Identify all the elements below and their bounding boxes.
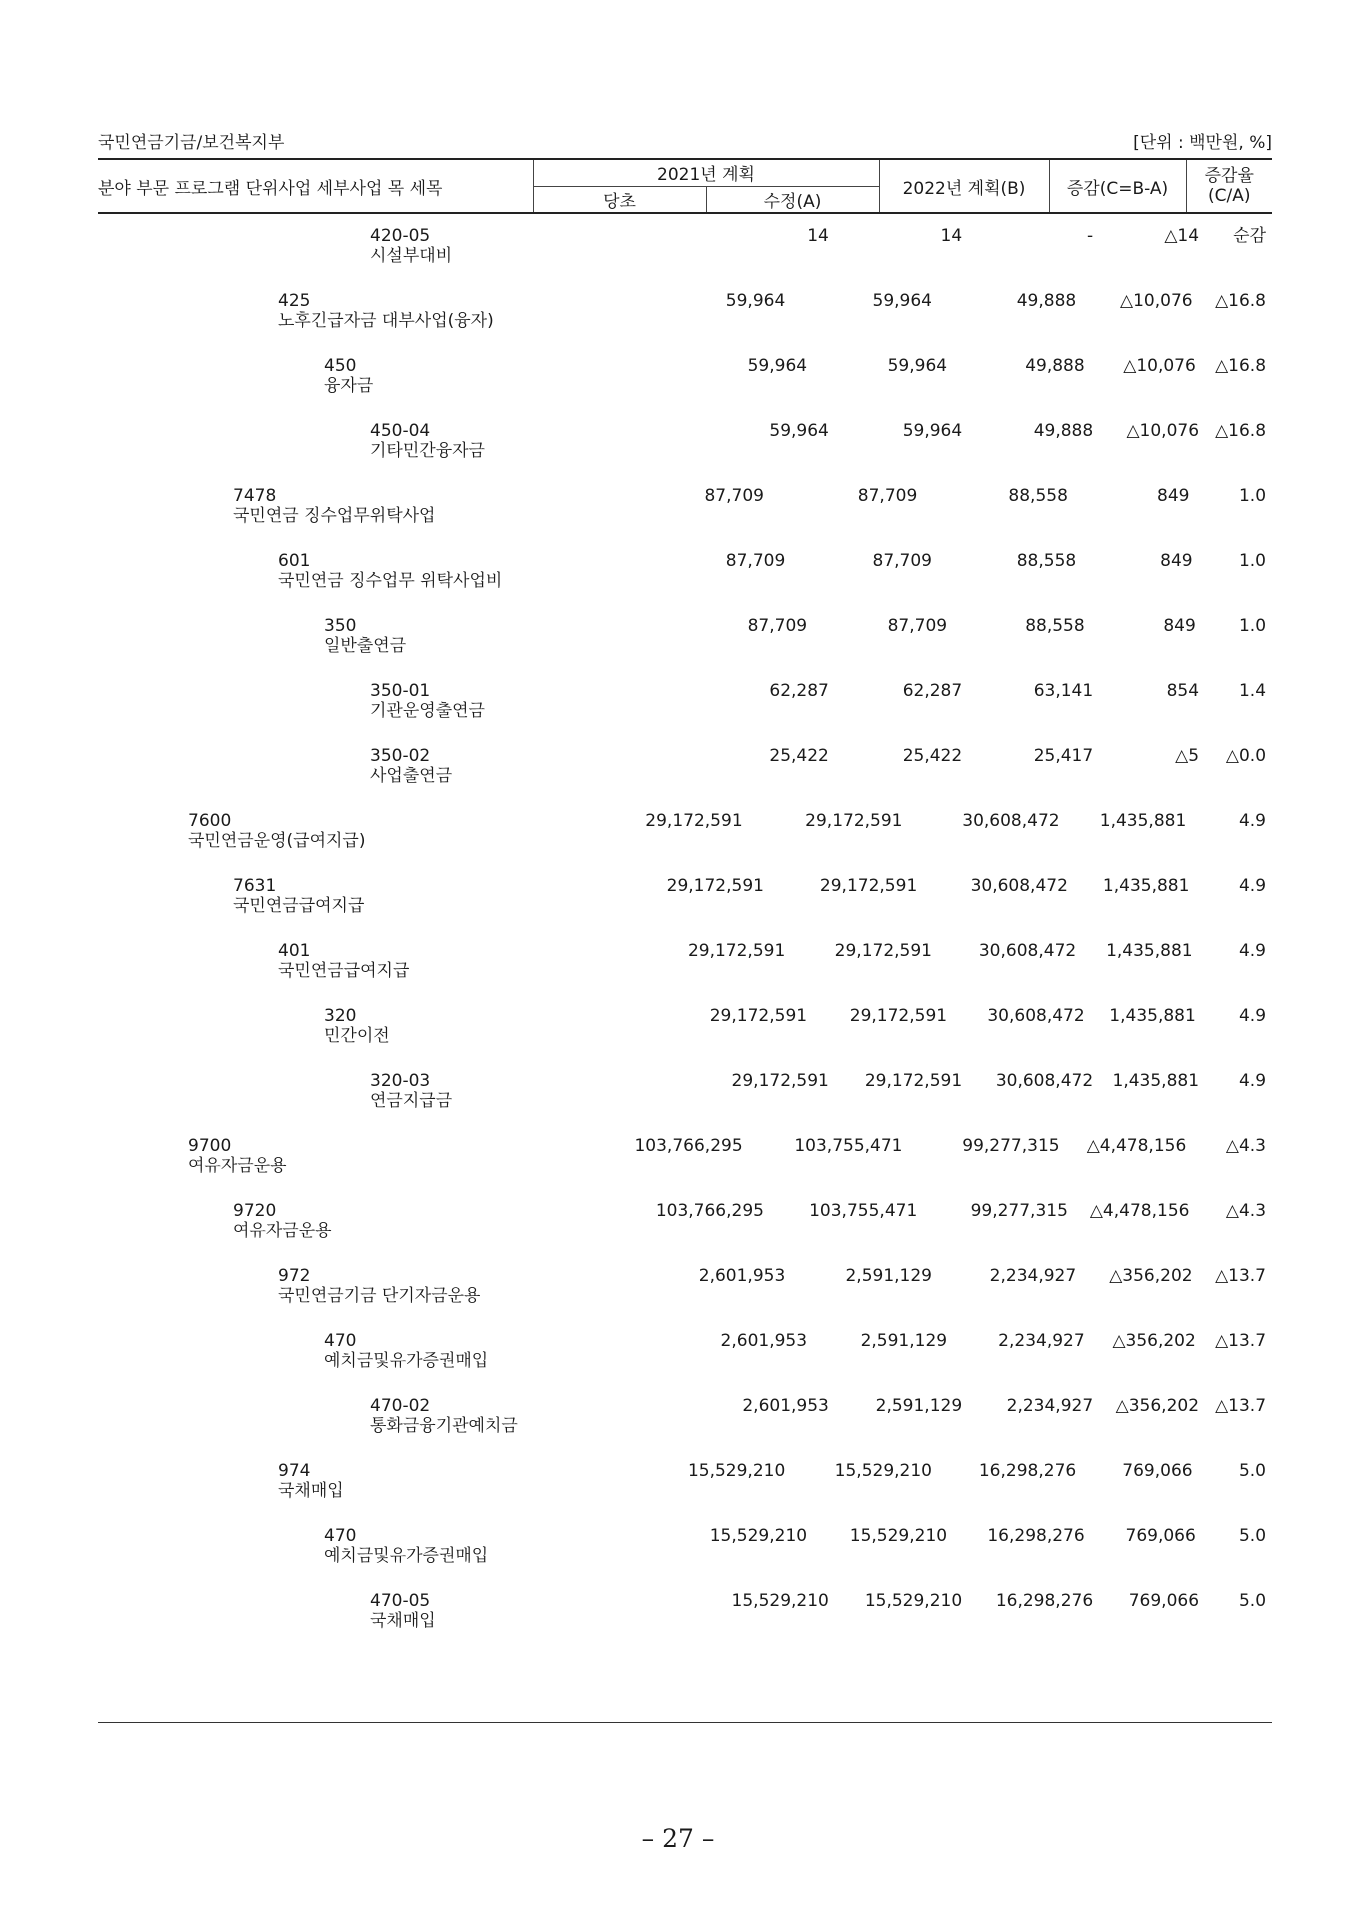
header-revised: 수정(A): [706, 186, 879, 213]
row-revised: 87,709: [857, 486, 918, 506]
row-plan-2022: 2,234,927: [1006, 1396, 1094, 1416]
row-item-cell: [98, 669, 702, 734]
row-diff: △14: [1164, 226, 1200, 246]
row-original: 29,172,591: [666, 876, 764, 896]
row-plan-2022: 99,277,315: [962, 1136, 1060, 1156]
row-rate: △13.7: [1215, 1266, 1266, 1286]
row-plan-2022: 2,234,927: [998, 1331, 1085, 1351]
row-rate: 4.9: [1238, 876, 1267, 896]
row-original: 87,709: [704, 486, 764, 506]
row-original: 2,601,953: [742, 1396, 829, 1416]
row-plan-2022: 30,608,472: [978, 941, 1077, 961]
header-rate-line1: 증감율: [1204, 166, 1254, 186]
row-rate: △16.8: [1215, 421, 1267, 441]
row-plan-2022: 49,888: [1033, 421, 1094, 441]
row-revised: 15,529,210: [864, 1591, 963, 1611]
row-code: 7600: [188, 811, 232, 831]
row-name: 국민연금기금 단기자금운용: [278, 1286, 481, 1306]
row-rate: 4.9: [1238, 811, 1266, 831]
row-code: 320: [324, 1006, 357, 1026]
row-name: 여유자금운용: [233, 1221, 332, 1241]
header-rate-line2: (C/A): [1208, 186, 1251, 206]
row-revised: 2,591,129: [845, 1266, 932, 1286]
row-name: 국민연금 징수업무위탁사업: [233, 506, 436, 526]
row-name: 국민연금급여지급: [278, 961, 410, 981]
row-original: 2,601,953: [698, 1266, 786, 1286]
budget-page: [98, 128, 1272, 1644]
row-original: 87,709: [725, 551, 786, 571]
row-item-cell: [98, 734, 702, 799]
row-diff: △356,202: [1109, 1266, 1193, 1286]
row-diff: 769,066: [1128, 1591, 1200, 1611]
row-item-cell: [98, 929, 645, 994]
row-diff: △356,202: [1112, 1331, 1196, 1351]
table-row: [98, 409, 1272, 474]
row-revised: 29,172,591: [805, 811, 903, 831]
row-diff: 1,435,881: [1109, 1006, 1196, 1026]
row-name: 융자금: [324, 376, 374, 396]
row-name: 국민연금 징수업무 위탁사업비: [278, 571, 503, 591]
row-rate: 4.9: [1238, 941, 1266, 961]
row-plan-2022: 30,608,472: [995, 1071, 1094, 1091]
row-item-cell: [98, 279, 645, 344]
row-diff: 849: [1163, 616, 1196, 636]
row-diff: △10,076: [1126, 421, 1200, 441]
row-plan-2022: 88,558: [1016, 551, 1077, 571]
row-diff: 849: [1160, 551, 1193, 571]
row-name: 민간이전: [324, 1026, 390, 1046]
row-revised: 59,964: [887, 356, 948, 376]
table-row: [98, 604, 1272, 669]
row-diff: △5: [1175, 746, 1200, 766]
row-item-cell: [98, 1189, 617, 1254]
row-rate: 1.0: [1238, 486, 1267, 506]
row-rate: △16.8: [1215, 291, 1266, 311]
row-rate: 4.9: [1238, 1071, 1267, 1091]
row-rate: 1.4: [1238, 681, 1267, 701]
row-original: 15,529,210: [731, 1591, 829, 1611]
row-rate: 순감: [1233, 226, 1267, 246]
header-rate: [1186, 159, 1272, 213]
row-rate: △4.3: [1225, 1136, 1266, 1156]
row-name: 기관운영출연금: [370, 701, 485, 721]
row-item-cell: [98, 1124, 589, 1189]
row-item-cell: [98, 799, 589, 864]
row-original: 103,766,295: [655, 1201, 764, 1221]
row-code: 601: [278, 551, 311, 571]
row-name: 예치금및유가증권매입: [324, 1546, 489, 1566]
row-original: 59,964: [769, 421, 829, 441]
row-plan-2022: 16,298,276: [987, 1526, 1085, 1546]
row-code: 470-02: [370, 1396, 431, 1416]
row-name: 예치금및유가증권매입: [324, 1351, 489, 1371]
row-name: 통화금융기관예치금: [370, 1416, 518, 1436]
table-row: [98, 1319, 1272, 1384]
table-row: [98, 1189, 1272, 1254]
row-revised: 14: [940, 226, 963, 246]
row-name: 시설부대비: [370, 246, 453, 266]
row-original: 25,422: [769, 746, 829, 766]
row-code: 9720: [233, 1201, 277, 1221]
table-row: [98, 669, 1272, 734]
row-diff: △10,076: [1120, 291, 1193, 311]
row-code: 9700: [188, 1136, 232, 1156]
table-row: [98, 799, 1272, 864]
row-revised: 103,755,471: [794, 1136, 903, 1156]
header-plan-2022: 2022년 계획(B): [879, 159, 1049, 213]
row-item-cell: [98, 1579, 702, 1644]
header-diff: 증감(C=B-A): [1049, 159, 1186, 213]
row-revised: 62,287: [902, 681, 963, 701]
row-rate: △4.3: [1225, 1201, 1267, 1221]
table-row: [98, 929, 1272, 994]
row-diff: 854: [1166, 681, 1200, 701]
row-item-cell: [98, 1254, 645, 1319]
row-rate: 5.0: [1238, 1526, 1267, 1546]
table-row: [98, 539, 1272, 604]
row-item-cell: [98, 409, 702, 474]
row-original: 15,529,210: [709, 1526, 808, 1546]
row-plan-2022: 63,141: [1033, 681, 1094, 701]
row-name: 여유자금운용: [188, 1156, 287, 1176]
row-plan-2022: 30,608,472: [987, 1006, 1085, 1026]
row-original: 59,964: [725, 291, 786, 311]
header-original: 당초: [533, 186, 706, 213]
table-header: [98, 158, 1272, 214]
row-revised: 25,422: [902, 746, 963, 766]
row-diff: 849: [1157, 486, 1190, 506]
row-code: 974: [278, 1461, 311, 1481]
row-diff: 769,066: [1122, 1461, 1193, 1481]
row-name: 연금지급금: [370, 1091, 453, 1111]
row-name: 국민연금운영(급여지급): [188, 831, 366, 851]
row-revised: 15,529,210: [834, 1461, 932, 1481]
row-code: 972: [278, 1266, 311, 1286]
row-item-cell: [98, 474, 617, 539]
row-diff: △10,076: [1123, 356, 1196, 376]
row-plan-2022: 16,298,276: [978, 1461, 1077, 1481]
row-item-cell: [98, 1319, 673, 1384]
row-diff: 769,066: [1125, 1526, 1196, 1546]
table-row: [98, 1514, 1272, 1579]
table-row: [98, 1254, 1272, 1319]
row-original: 14: [807, 226, 829, 246]
row-plan-2022: 25,417: [1033, 746, 1094, 766]
row-revised: 87,709: [872, 551, 932, 571]
row-code: 7478: [233, 486, 277, 506]
header-plan-2021: 2021년 계획: [533, 159, 879, 186]
row-name: 기타민간융자금: [370, 441, 485, 461]
row-item-cell: [98, 344, 673, 409]
row-plan-2022: 88,558: [1025, 616, 1085, 636]
row-original: 29,172,591: [687, 941, 786, 961]
bottom-divider: [98, 1722, 1272, 1723]
row-diff: △4,478,156: [1089, 1201, 1190, 1221]
table-row: [98, 1384, 1272, 1449]
row-code: 350: [324, 616, 357, 636]
row-original: 15,529,210: [687, 1461, 786, 1481]
row-diff: △4,478,156: [1086, 1136, 1187, 1156]
row-original: 59,964: [747, 356, 808, 376]
row-code: 470-05: [370, 1591, 431, 1611]
row-original: 29,172,591: [645, 811, 743, 831]
row-revised: 2,591,129: [860, 1331, 948, 1351]
row-code: 470: [324, 1331, 357, 1351]
row-diff: 1,435,881: [1106, 941, 1193, 961]
row-plan-2022: 49,888: [1025, 356, 1085, 376]
row-code: 420-05: [370, 226, 431, 246]
row-name: 사업출연금: [370, 766, 453, 786]
row-rate: 1.0: [1238, 616, 1267, 636]
row-code: 350-01: [370, 681, 431, 701]
row-code: 350-02: [370, 746, 431, 766]
row-item-cell: [98, 864, 617, 929]
row-item-cell: [98, 214, 702, 279]
row-rate: △0.0: [1225, 746, 1267, 766]
table-caption: [98, 128, 1272, 158]
row-code: 7631: [233, 876, 277, 896]
row-original: 2,601,953: [720, 1331, 808, 1351]
row-diff: 1,435,881: [1099, 811, 1187, 831]
row-plan-2022: 30,608,472: [962, 811, 1060, 831]
table-row: [98, 1449, 1272, 1514]
unit-label: [단위 : 백만원, %]: [1133, 133, 1272, 153]
row-code: 450: [324, 356, 357, 376]
row-name: 국채매입: [370, 1611, 436, 1631]
row-original: 62,287: [769, 681, 829, 701]
row-original: 29,172,591: [709, 1006, 808, 1026]
table-row: [98, 344, 1272, 409]
row-revised: 29,172,591: [849, 1006, 948, 1026]
row-diff: 1,435,881: [1102, 876, 1190, 896]
row-original: 29,172,591: [731, 1071, 829, 1091]
table-row: [98, 734, 1272, 799]
table-row: [98, 279, 1272, 344]
row-revised: 103,755,471: [809, 1201, 918, 1221]
row-name: 국민연금급여지급: [233, 896, 365, 916]
row-rate: △13.7: [1215, 1331, 1267, 1351]
row-rate: △16.8: [1215, 356, 1267, 376]
row-rate: 4.9: [1238, 1006, 1267, 1026]
row-rate: 1.0: [1238, 551, 1266, 571]
row-revised: 15,529,210: [849, 1526, 948, 1546]
row-rate: 5.0: [1238, 1591, 1267, 1611]
row-code: 450-04: [370, 421, 431, 441]
page-number: – 27 –: [641, 1824, 715, 1853]
table-row: [98, 1579, 1272, 1644]
table-row: [98, 214, 1272, 279]
row-code: 470: [324, 1526, 357, 1546]
row-item-cell: [98, 1514, 673, 1579]
row-code: 401: [278, 941, 311, 961]
row-item-cell: [98, 1384, 702, 1449]
row-plan-2022: 99,277,315: [970, 1201, 1068, 1221]
row-revised: 59,964: [902, 421, 963, 441]
row-item-cell: [98, 539, 645, 604]
row-name: 국채매입: [278, 1481, 344, 1501]
row-original: 103,766,295: [634, 1136, 743, 1156]
row-revised: 29,172,591: [834, 941, 932, 961]
row-plan-2022: -: [1087, 226, 1094, 246]
row-code: 320-03: [370, 1071, 431, 1091]
row-name: 일반출연금: [324, 636, 407, 656]
row-revised: 2,591,129: [875, 1396, 963, 1416]
table-body: [98, 214, 1272, 1644]
row-diff: △356,202: [1115, 1396, 1200, 1416]
row-revised: 87,709: [887, 616, 948, 636]
row-diff: 1,435,881: [1112, 1071, 1200, 1091]
row-item-cell: [98, 1449, 645, 1514]
row-item-cell: [98, 994, 673, 1059]
table-row: [98, 864, 1272, 929]
row-plan-2022: 88,558: [1008, 486, 1068, 506]
table-row: [98, 994, 1272, 1059]
table-row: [98, 1124, 1272, 1189]
row-revised: 29,172,591: [819, 876, 918, 896]
row-plan-2022: 2,234,927: [989, 1266, 1077, 1286]
row-plan-2022: 16,298,276: [995, 1591, 1094, 1611]
row-revised: 29,172,591: [864, 1071, 963, 1091]
row-code: 425: [278, 291, 311, 311]
row-name: 노후긴급자금 대부사업(융자): [278, 311, 494, 331]
table-row: [98, 1059, 1272, 1124]
row-rate: 5.0: [1238, 1461, 1266, 1481]
row-item-cell: [98, 604, 673, 669]
row-plan-2022: 49,888: [1016, 291, 1077, 311]
table-row: [98, 474, 1272, 539]
row-rate: △13.7: [1215, 1396, 1267, 1416]
header-code-column: 분야 부문 프로그램 단위사업 세부사업 목 세목: [98, 159, 533, 213]
row-original: 87,709: [747, 616, 808, 636]
row-plan-2022: 30,608,472: [970, 876, 1068, 896]
fund-title: 국민연금기금/보건복지부: [98, 133, 285, 153]
row-revised: 59,964: [872, 291, 932, 311]
row-item-cell: [98, 1059, 702, 1124]
